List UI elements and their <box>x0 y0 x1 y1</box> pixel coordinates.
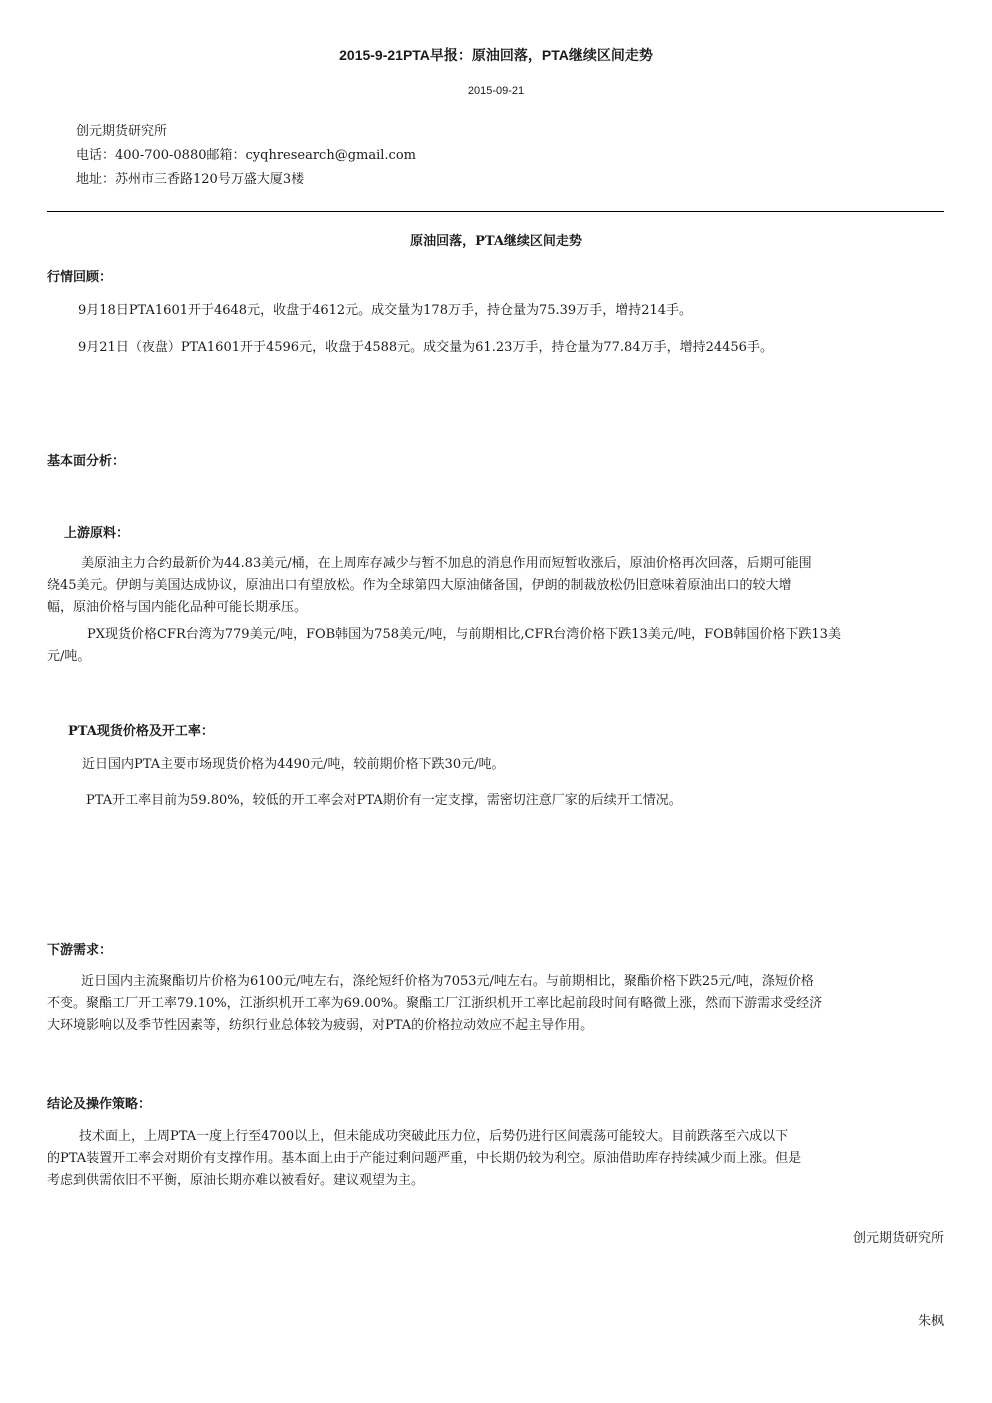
market-review-paragraph-2: 9月21日（夜盘）PTA1601开于4596元，收盘于4588元。成交量为61.23万手，持仓量为77.84万手，增持24456手。 <box>78 340 773 355</box>
conclusion-line-1: 技术面上，上周PTA一度上行至4700以上，但未能成功突破此压力位，后势仍进行区间震荡可能较大。目前跌落至六成以下 <box>79 1129 789 1144</box>
downstream-line-2: 不变。聚酯工厂开工率79.10%，江浙织机开工率为69.00%。聚酯工厂江浙织机开工率比起前段时间有略微上涨，然而下游需求受经济 <box>47 996 823 1011</box>
report-date: 2015-09-21 <box>467 85 525 97</box>
signature-org: 创元期货研究所 <box>852 1231 944 1246</box>
pta-spot-paragraph-2: PTA开工率目前为59.80%，较低的开工率会对PTA期价有一定支撑，需密切注意厂家的后续开工情况。 <box>86 793 682 808</box>
contact-phone-email: 电话：400-700-0880邮箱：cyqhresearch@gmail.com <box>76 148 416 163</box>
upstream-p1-line-3: 幅，原油价格与国内能化品种可能长期承压。 <box>47 600 308 615</box>
contact-address: 地址：苏州市三香路120号万盛大厦3楼 <box>76 172 305 187</box>
section-heading-market-review: 行情回顾： <box>47 270 113 285</box>
market-review-paragraph-1: 9月18日PTA1601开于4648元，收盘于4612元。成交量为178万手，持仓量为75.39万手，增持214手。 <box>78 303 693 318</box>
downstream-line-1: 近日国内主流聚酯切片价格为6100元/吨左右，涤纶短纤价格为7053元/吨左右。与前期相比，聚酯价格下跌25元/吨，涤短价格 <box>81 974 814 989</box>
conclusion-line-3: 考虑到供需依旧不平衡，原油长期亦难以被看好。建议观望为主。 <box>47 1173 425 1188</box>
contact-org: 创元期货研究所 <box>76 124 168 139</box>
downstream-line-3: 大环境影响以及季节性因素等，纺织行业总体较为疲弱，对PTA的价格拉动效应不起主导作用。 <box>47 1018 594 1033</box>
pta-spot-paragraph-1: 近日国内PTA主要市场现货价格为4490元/吨，较前期价格下跌30元/吨。 <box>82 757 505 772</box>
upstream-paragraph-2 <box>47 624 947 668</box>
section-heading-fundamentals: 基本面分析： <box>47 454 126 469</box>
contact-block <box>76 120 416 192</box>
report-subtitle: 原油回落，PTA继续区间走势 <box>410 234 582 249</box>
section-heading-conclusion: 结论及操作策略： <box>47 1097 152 1112</box>
section-heading-pta-spot: PTA现货价格及开工率： <box>68 724 214 739</box>
upstream-p1-line-2: 绕45美元。伊朗与美国达成协议，原油出口有望放松。作为全球第四大原油储备国，伊朗的制裁放松仍旧意味着原油出口的较大增 <box>47 578 792 593</box>
signature-author: 朱枫 <box>917 1314 944 1329</box>
header-divider <box>47 211 944 212</box>
conclusion-line-2: 的PTA装置开工率会对期价有支撑作用。基本面上由于产能过剩问题严重，中长期仍较为利空。原油借助库存持续减少而上涨。但是 <box>47 1151 802 1166</box>
upstream-p2-line-1: PX现货价格CFR台湾为779美元/吨，FOB韩国为758美元/吨，与前期相比,CFR台湾价格下跌13美元/吨，FOB韩国价格下跌13美 <box>87 627 841 642</box>
upstream-paragraph-1 <box>47 553 947 619</box>
conclusion-paragraph <box>47 1126 947 1192</box>
section-heading-downstream: 下游需求： <box>47 943 113 958</box>
upstream-p2-line-2: 元/吨。 <box>47 649 91 664</box>
section-heading-upstream: 上游原料： <box>64 526 130 541</box>
upstream-p1-line-1: 美原油主力合约最新价为44.83美元/桶，在上周库存减少与暂不加息的消息作用而短暂收涨后，原油价格再次回落，后期可能围 <box>81 556 812 571</box>
downstream-paragraph <box>47 971 947 1037</box>
page-title: 2015-9-21PTA早报：原油回落，PTA继续区间走势 <box>339 47 653 63</box>
